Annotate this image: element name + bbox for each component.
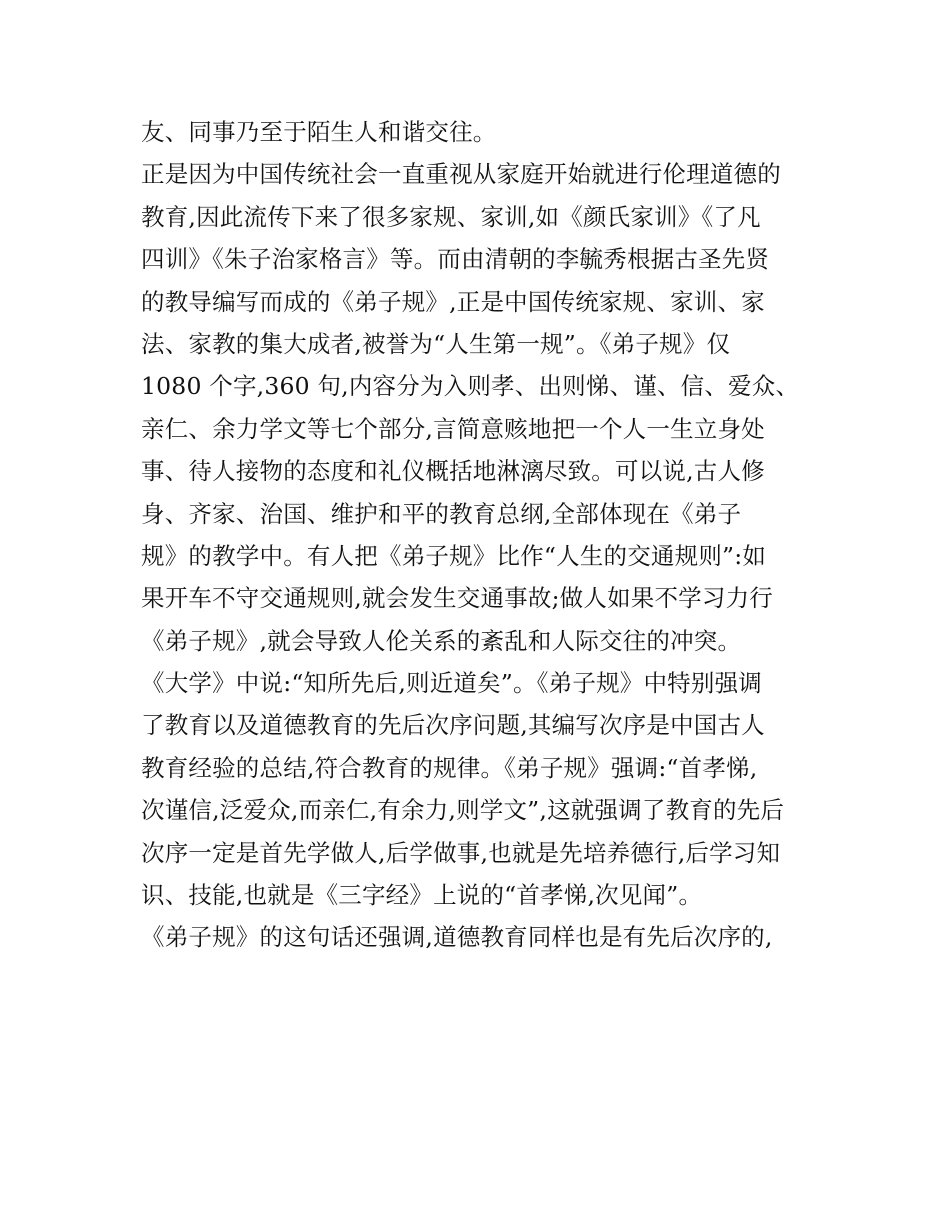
text-line: 《弟子规》的这句话还强调,道德教育同样也是有先后次序的,: [141, 923, 773, 952]
text-line: 友、同事乃至于陌生人和谐交往。: [141, 118, 497, 146]
text-line: 事、待人接物的态度和礼仪概括地淋漓尽致。可以说,古人修: [141, 457, 765, 486]
text-line: 的教导编写而成的《弟子规》,正是中国传统家规、家训、家: [141, 287, 765, 316]
text-line: 法、家教的集大成者,被誉为“人生第一规”。《弟子规》仅: [141, 329, 731, 358]
text-line: 次序一定是首先学做人,后学做事,也就是先培养德行,后学习知: [141, 838, 781, 867]
text-line: 果开车不守交通规则,就会发生交通事故;做人如果不学习力行: [141, 584, 773, 613]
text-line: 识、技能,也就是《三字经》上说的“首孝悌,次见闻”。: [141, 881, 703, 910]
text-line: 规》的教学中。有人把《弟子规》比作“人生的交通规则”:如: [141, 541, 767, 570]
text-line: 正是因为中国传统社会一直重视从家庭开始就进行伦理道德的: [141, 160, 781, 189]
text-line: 教育经验的总结,符合教育的规律。《弟子规》强调:“首孝悌,: [141, 753, 758, 782]
text-line: 《弟子规》,就会导致人伦关系的紊乱和人际交往的冲突。: [141, 626, 742, 655]
text-line: 《大学》中说:“知所先后,则近道矣”。《弟子规》中特别强调: [141, 669, 762, 698]
text-line: 次谨信,泛爱众,而亲仁,有余力,则学文”,这就强调了教育的先后: [141, 796, 785, 825]
text-line: 1080 个字,360 句,内容分为入则孝、出则悌、谨、信、爱众、: [141, 372, 800, 401]
text-line: 四训》《朱子治家格言》等。而由清朝的李毓秀根据古圣先贤: [141, 245, 770, 274]
text-line: 身、齐家、治国、维护和平的教育总纲,全部体现在《弟子: [141, 499, 742, 528]
text-line: 亲仁、余力学文等七个部分,言简意赅地把一个人一生立身处: [141, 414, 765, 443]
body-text: [141, 111, 831, 959]
text-line: 教育,因此流传下来了很多家规、家训,如《颜氏家训》《了凡: [141, 202, 761, 231]
text-line: 了教育以及道德教育的先后次序问题,其编写次序是中国古人: [141, 711, 765, 740]
